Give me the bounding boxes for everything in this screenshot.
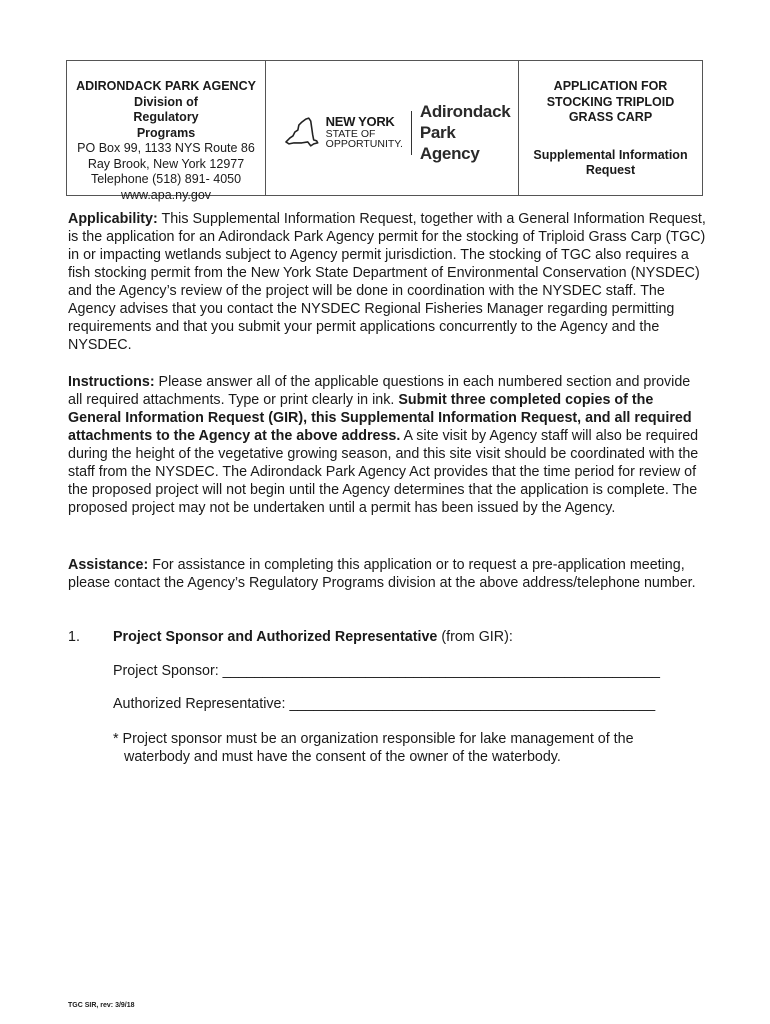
section-1-heading <box>113 628 513 646</box>
agency-phone: Telephone (518) 891- 4050 <box>90 172 242 186</box>
authorized-representative-line[interactable]: ______________________________________________ <box>289 696 656 712</box>
ny-line3: OPPORTUNITY. <box>325 137 403 150</box>
ny-wordmark <box>325 113 403 150</box>
application-subtitle: Supplemental Information Request <box>533 147 688 177</box>
section-1-title: Project Sponsor and Authorized Representative <box>113 629 438 645</box>
sponsor-note-line-1: * Project sponsor must be an organization responsible for lake management of the <box>113 731 634 747</box>
agency-info <box>67 61 266 202</box>
instructions-text-2: A site visit by Agency staff will also be required during the height of the vegetative growing season, and this site visit should be coordinated with the staff from the NYSDEC. The Adirondack Park Agency Act provides that the time period for review of the proposed project will not begin until the Agency determines that the application is complete. The proposed project may not be undertaken until a permit has been issued by the Agency. <box>68 428 699 516</box>
ny-state-map-icon <box>284 116 320 150</box>
logo-cell <box>266 61 519 195</box>
section-1-title-suffix: (from GIR): <box>437 629 513 645</box>
project-sponsor-line[interactable]: _______________________________________________________ <box>222 663 660 679</box>
authorized-representative-label: Authorized Representative: <box>113 696 290 712</box>
application-title: APPLICATION FOR STOCKING TRIPLOID GRASS CARP <box>546 79 675 124</box>
sponsor-note-line-2: waterbody and must have the consent of the owner of the waterbody. <box>124 749 561 765</box>
apa-wordmark <box>420 101 518 164</box>
revision-footer: TGC SIR, rev: 3/9/18 <box>68 1002 135 1009</box>
applicability-text: This Supplemental Information Request, together with a General Information Request, is the application for an Adirondack Park Agency permit for the stocking of Triploid Grass Carp (TGC) in or impacting wetlands subject to Agency permit jurisdiction. The stocking of TGC also requires a fish stocking permit from the New York State Department of Environmental Conservation (NYSDEC) and the Agency’s review of the project will be done in coordination with the NYSDEC staff. The Agency advises that you contact the NYSDEC Regional Fisheries Manager regarding permitting requirements and that you submit your permit applications concurrently to the Agency and the NYSDEC. <box>68 211 706 353</box>
project-sponsor-field[interactable] <box>113 662 660 680</box>
logo <box>284 101 518 164</box>
section-1-number: 1. <box>68 629 80 645</box>
applicability-paragraph <box>68 210 708 354</box>
ny-line2: STATE OF <box>325 127 376 140</box>
assistance-text: For assistance in completing this application or to request a pre-application meeting, please contact the Agency’s Regulatory Programs division at the above address/telephone number. <box>68 557 696 591</box>
instructions-text-1: Please answer all of the applicable questions in each numbered section and provide all required attachments. Type or print clearly in ink. <box>68 374 691 408</box>
ny-line1: NEW YORK <box>325 113 395 129</box>
assistance-paragraph <box>68 556 708 592</box>
instructions-label: Instructions: <box>68 374 155 390</box>
apa-line1: Adirondack <box>419 102 511 121</box>
header-box <box>66 60 703 202</box>
application-title-cell <box>519 61 702 195</box>
agency-address-1: PO Box 99, 1133 NYS Route 86 <box>77 141 255 155</box>
applicability-label: Applicability: <box>68 211 158 227</box>
agency-website: www.apa.ny.gov <box>120 187 212 202</box>
logo-divider <box>411 111 412 155</box>
instructions-paragraph <box>68 373 708 517</box>
project-sponsor-label: Project Sponsor: <box>113 663 223 679</box>
agency-address-2: Ray Brook, New York 12977 <box>87 156 245 171</box>
assistance-label: Assistance: <box>68 557 149 573</box>
instructions-bold-text: Submit three completed copies of the General Information Request (GIR), this Supplemental Information Request, and all required attachments to the Agency at the above address. <box>68 392 692 444</box>
agency-name: ADIRONDACK PARK AGENCY <box>76 79 256 93</box>
agency-division: Division of Regulatory Programs <box>133 94 199 140</box>
apa-line2: Park Agency <box>419 123 480 163</box>
authorized-representative-field[interactable] <box>113 695 655 713</box>
